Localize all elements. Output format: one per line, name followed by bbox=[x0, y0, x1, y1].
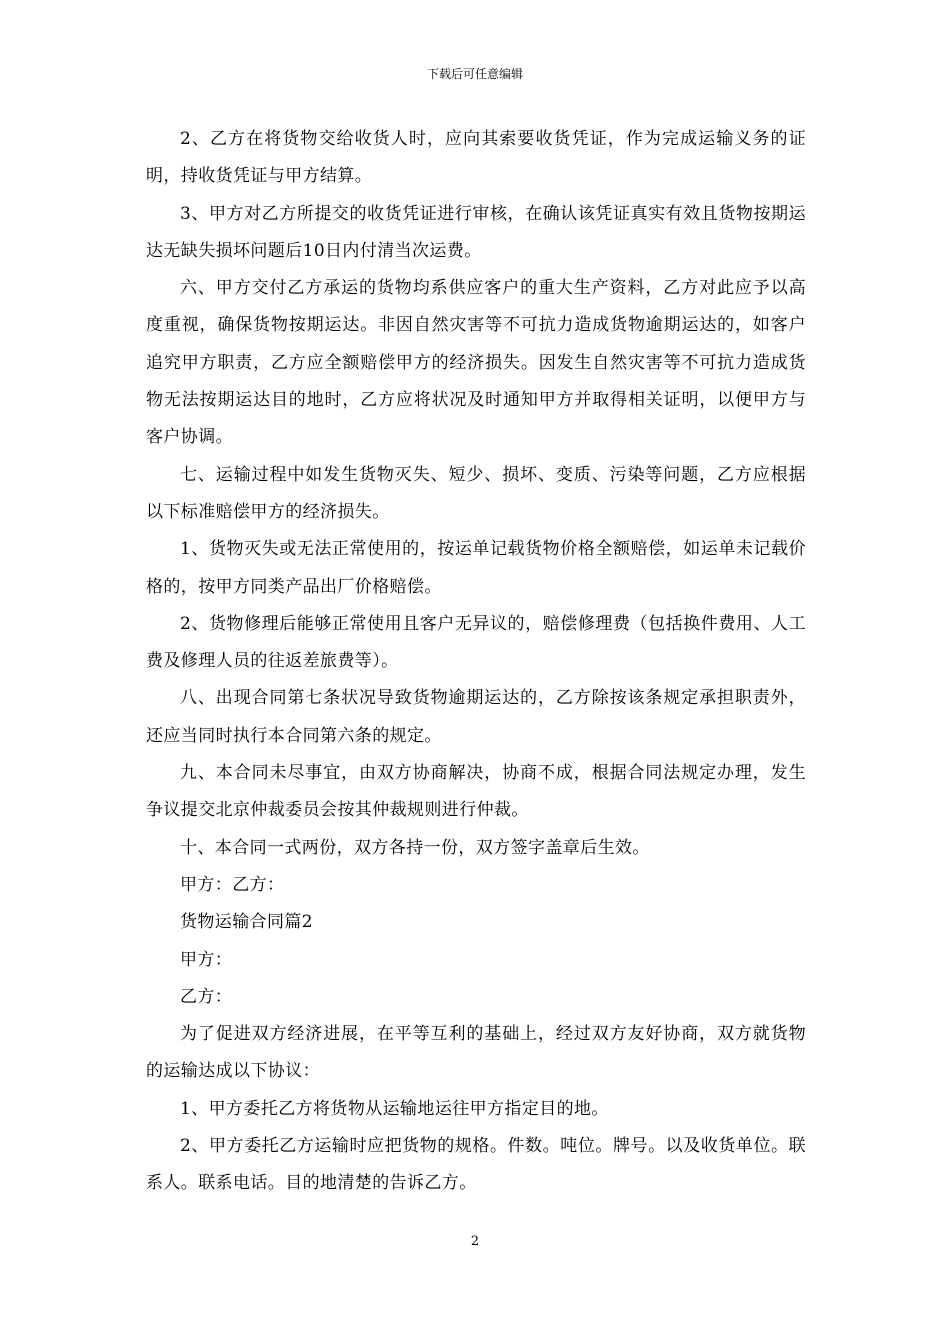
party-b-label: 乙方： bbox=[180, 986, 233, 1007]
document-body bbox=[146, 121, 806, 1203]
paragraph-clause-3-receipt-review: 3、甲方对乙方所提交的收货凭证进行审核，在确认该凭证真实有效且货物按期运达无缺失损坏问题后10日内付清当次运费。 bbox=[146, 203, 806, 261]
page-number: 2 bbox=[470, 1234, 480, 1249]
paragraph-article-7-item-2: 2、货物修理后能够正常使用且客户无异议的，赔偿修理费（包括换件费用、人工费及修理人员的往返差旅费等）。 bbox=[146, 613, 806, 672]
paragraph-article-8: 八、出现合同第七条状况导致货物逾期运达的，乙方除按该条规定承担职责外，还应当同时执行本合同第六条的规定。 bbox=[146, 688, 806, 746]
paragraph-article-7: 七、运输过程中如发生货物灭失、短少、损坏、变质、污染等问题，乙方应根据以下标准赔偿甲方的经济损失。 bbox=[146, 464, 806, 522]
paragraph-article-9: 九、本合同未尽事宜，由双方协商解决，协商不成，根据合同法规定办理，发生争议提交北京仲裁委员会按其仲裁规则进行仲裁。 bbox=[146, 763, 806, 821]
paragraph-clause-2-delivery-receipt: 2、乙方在将货物交给收货人时，应向其索要收货凭证，作为完成运输义务的证明，持收货凭证与甲方结算。 bbox=[146, 129, 806, 187]
page-header: 下载后可任意编辑 bbox=[426, 67, 523, 81]
signature-line-parties: 甲方：乙方： bbox=[180, 874, 285, 895]
paragraph-item-2: 2、甲方委托乙方运输时应把货物的规格。件数。吨位。牌号。以及收货单位。联系人。联系电话。目的地清楚的告诉乙方。 bbox=[146, 1136, 806, 1194]
paragraph-article-6: 六、甲方交付乙方承运的货物均系供应客户的重大生产资料，乙方对此应予以高度重视，确保货物按期运达。非因自然灾害等不可抗力造成货物逾期运达的，如客户追究甲方职责，乙方应全额赔偿甲方的经济损失。因发生自然灾害等不可抗力造成货物无法按期运达目的地时，乙方应将状况及时通知甲方并取得相关证明，以便甲方与客户协调。 bbox=[146, 278, 806, 448]
paragraph-item-1: 1、甲方委托乙方将货物从运输地运往甲方指定目的地。 bbox=[180, 1098, 609, 1119]
party-a-label: 甲方： bbox=[180, 949, 233, 970]
section-title-contract-2: 货物运输合同篇2 bbox=[180, 912, 314, 933]
paragraph-article-7-item-1: 1、货物灭失或无法正常使用的，按运单记载货物价格全额赔偿，如运单未记载价格的，按甲方同类产品出厂价格赔偿。 bbox=[146, 539, 806, 597]
paragraph-article-10: 十、本合同一式两份，双方各持一份，双方签字盖章后生效。 bbox=[180, 837, 650, 858]
paragraph-preamble: 为了促进双方经济进展，在平等互利的基础上，经过双方友好协商，双方就货物的运输达成以下协议： bbox=[146, 1024, 806, 1082]
